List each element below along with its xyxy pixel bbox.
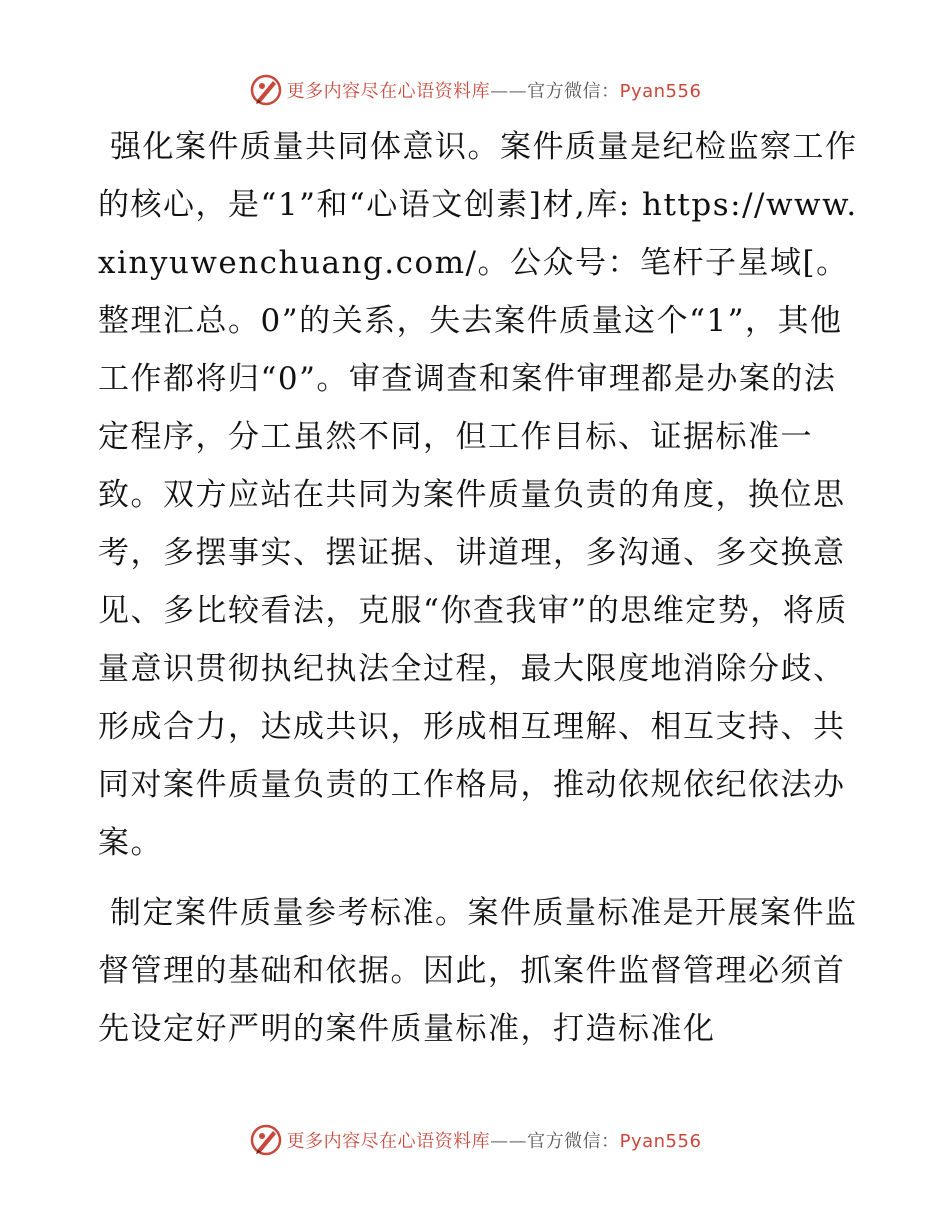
footer-wechat-id: Pyan556 [619, 1131, 702, 1152]
header-separator: —— [490, 81, 528, 102]
header-banner-text [287, 77, 702, 103]
footer-main-text: 更多内容尽在心语资料库 [286, 1131, 491, 1152]
header-banner [0, 70, 950, 110]
header-main-text: 更多内容尽在心语资料库 [286, 81, 491, 102]
header-wechat-id: Pyan556 [619, 81, 702, 102]
pen-logo-icon [249, 73, 283, 107]
footer-banner-text [287, 1127, 702, 1153]
pen-logo-icon [249, 1123, 283, 1157]
paragraph-1: 强化案件质量共同体意识。案件质量是纪检监察工作的核心，是“1”和“心语文创素]材,库: https://www.xinyuwenchuang.com/。公众号：笔杆子星域[。整理汇总。0”的关系，失去案件质量这个“1”，其他工作都将归“0”。审查调查和案件审理都是办案的法定程序，分工虽然不同，但工作目标、证据标准一致。双方应站在共同为案件质量负责的角度，换位思考，多摆事实、摆证据、讲道理，多沟通、多交换意见、多比较看法，克服“你查我审”的思维定势，将质量意识贯彻执纪执法全过程，最大限度地消除分歧、形成合力，达成共识，形成相互理解、相互支持、共同对案件质量负责的工作格局，推动依规依纪依法办案。 [98, 129, 858, 861]
document-body [98, 118, 858, 1058]
footer-banner [0, 1120, 950, 1160]
paragraph-2: 制定案件质量参考标准。案件质量标准是开展案件监督管理的基础和依据。因此，抓案件监督管理必须首先设定好严明的案件质量标准，打造标准化 [98, 895, 858, 1047]
header-wechat-label: 官方微信： [527, 81, 620, 102]
footer-separator: —— [490, 1131, 528, 1152]
footer-wechat-label: 官方微信： [527, 1131, 620, 1152]
